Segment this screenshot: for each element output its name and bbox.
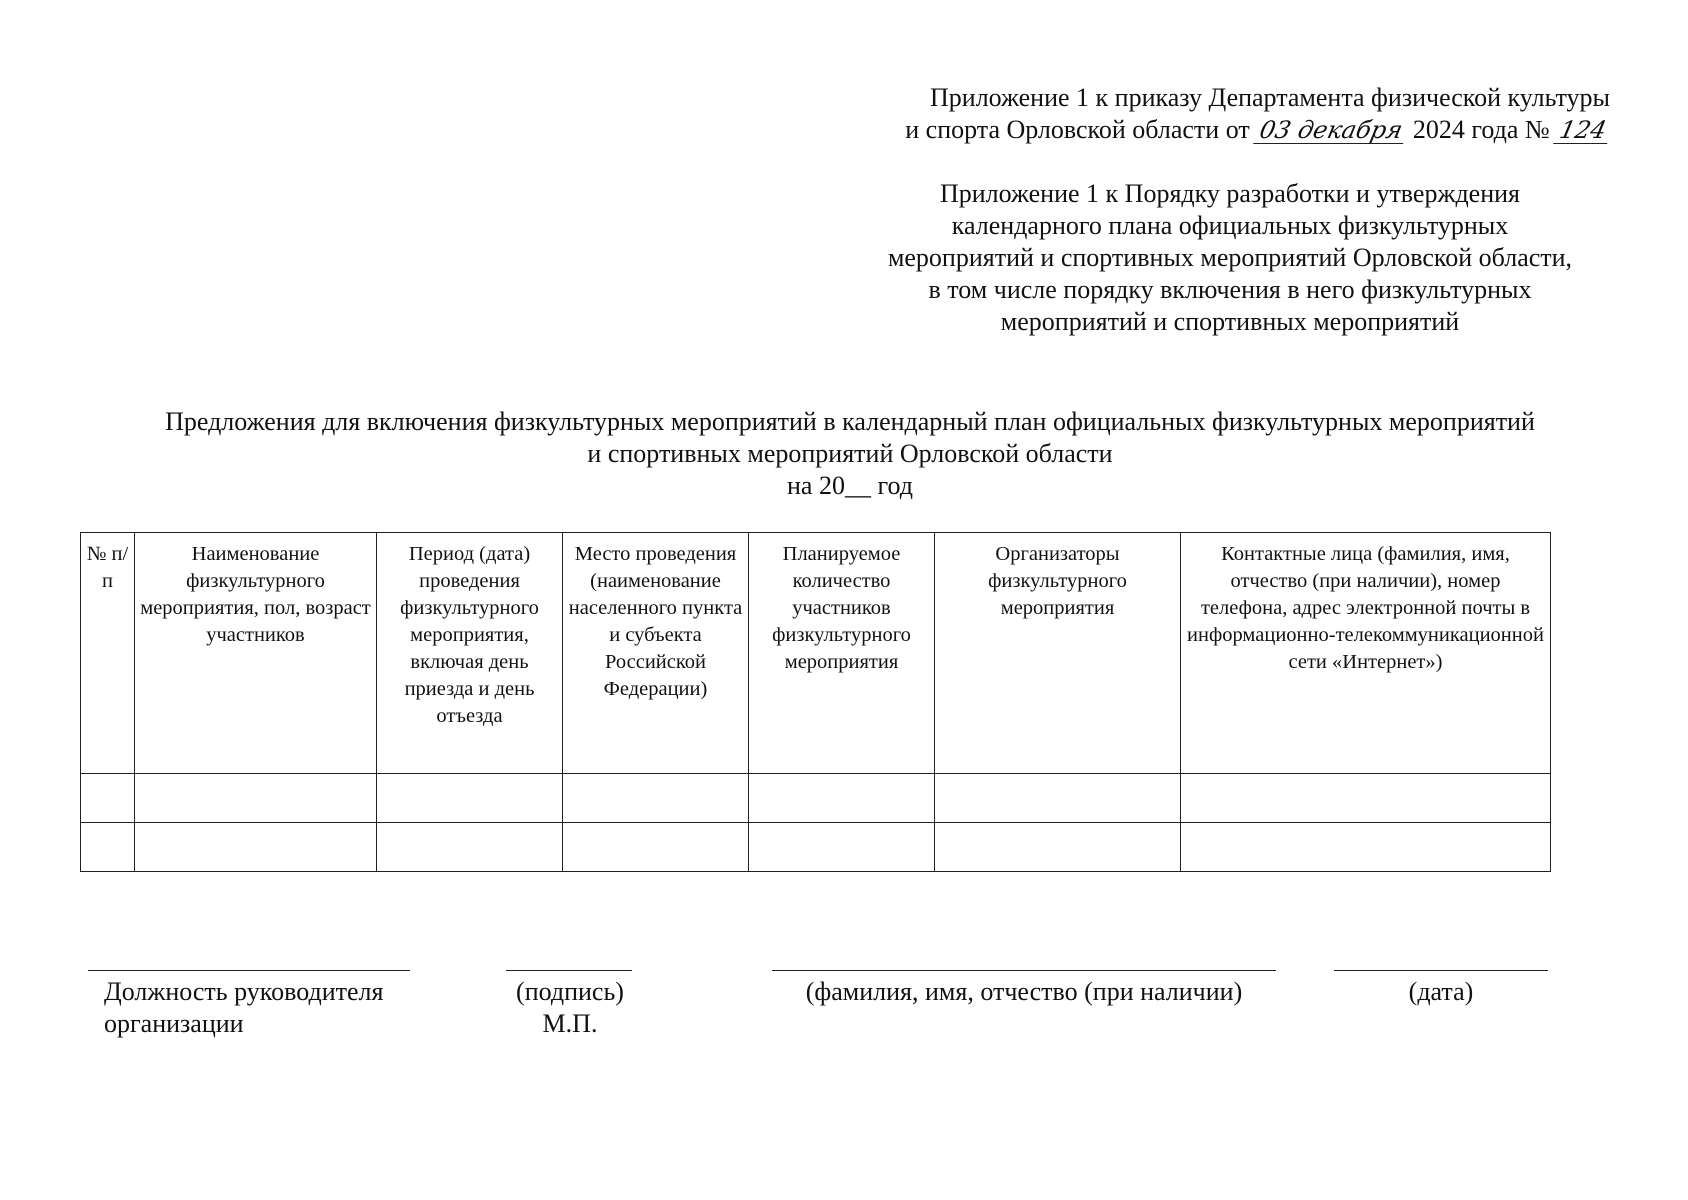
signature-line[interactable]: [506, 970, 632, 971]
annex-procedure-note: [840, 178, 1620, 338]
table-row: [81, 774, 1551, 823]
table-header-row: [81, 533, 1551, 774]
header-participants-count: Планируемое количество участников физкультурного мероприятия: [749, 533, 935, 774]
annex-order-line2-prefix: и спорта Орловской области от: [905, 115, 1250, 144]
table-cell[interactable]: [563, 823, 749, 872]
annex-procedure-line: календарного плана официальных физкультурных: [951, 211, 1509, 240]
header-contacts: Контактные лица (фамилия, имя, отчество (при наличии), номер телефона, адрес электронной почты в информационно-телекоммуникационной сети «Интернет»): [1181, 533, 1551, 774]
handwritten-date: 03 декабря: [1253, 117, 1409, 144]
table-cell[interactable]: [135, 774, 377, 823]
table-cell[interactable]: [749, 823, 935, 872]
annex-order-line2-middle: 2024 года №: [1412, 115, 1550, 144]
position-signature-line[interactable]: [88, 970, 410, 971]
signature-label-text: (подпись): [516, 977, 624, 1006]
date-label-text: (дата): [1408, 977, 1474, 1006]
full-name-label: [772, 976, 1276, 1008]
header-event-name: Наименование физкультурного мероприятия, пол, возраст участников: [135, 533, 377, 774]
table-cell[interactable]: [1181, 823, 1551, 872]
date-label: [1334, 976, 1548, 1008]
full-name-label-text: (фамилия, имя, отчество (при наличии): [805, 977, 1243, 1006]
annex-procedure-line: мероприятий и спортивных мероприятий Орловской области,: [887, 243, 1573, 272]
signature-label: [500, 976, 640, 1040]
table-cell[interactable]: [81, 823, 135, 872]
table-cell[interactable]: [377, 774, 563, 823]
table-cell[interactable]: [935, 823, 1181, 872]
annex-procedure-line: Приложение 1 к Порядку разработки и утверждения: [939, 179, 1520, 208]
handwritten-number: 124: [1553, 117, 1613, 144]
position-label: [104, 976, 383, 1040]
table-cell[interactable]: [377, 823, 563, 872]
table-cell[interactable]: [135, 823, 377, 872]
position-label-line1: Должность руководителя: [104, 977, 384, 1006]
annex-procedure-line: мероприятий и спортивных мероприятий: [1000, 307, 1460, 336]
stamp-label: М.П.: [542, 1009, 598, 1038]
annex-order-line1: Приложение 1 к приказу Департамента физической культуры: [930, 83, 1610, 112]
proposals-table: [80, 532, 1551, 872]
table-row: [81, 823, 1551, 872]
table-cell[interactable]: [1181, 774, 1551, 823]
header-organizers: Организаторы физкультурного мероприятия: [935, 533, 1181, 774]
header-number: № п/п: [81, 533, 135, 774]
header-venue: Место проведения (наименование населенного пункта и субъекта Российской Федерации): [563, 533, 749, 774]
annex-procedure-line: в том числе порядку включения в него физкультурных: [928, 275, 1532, 304]
document-title-year: на 20__ год: [787, 471, 913, 500]
table-cell[interactable]: [749, 774, 935, 823]
header-period: Период (дата) проведения физкультурного мероприятия, включая день приезда и день отъезда: [377, 533, 563, 774]
annex-order-note: [760, 82, 1610, 146]
document-title-line1: Предложения для включения физкультурных мероприятий в календарный план официальных физкультурных мероприятий: [165, 407, 1535, 436]
full-name-line[interactable]: [772, 970, 1276, 971]
document-title-line2: и спортивных мероприятий Орловской области: [587, 439, 1113, 468]
document-title: [60, 406, 1640, 502]
annex-order-line2: [760, 114, 1610, 146]
date-line[interactable]: [1334, 970, 1548, 971]
table-cell[interactable]: [563, 774, 749, 823]
table-cell[interactable]: [81, 774, 135, 823]
position-label-line2: организации: [104, 1009, 244, 1038]
table-cell[interactable]: [935, 774, 1181, 823]
